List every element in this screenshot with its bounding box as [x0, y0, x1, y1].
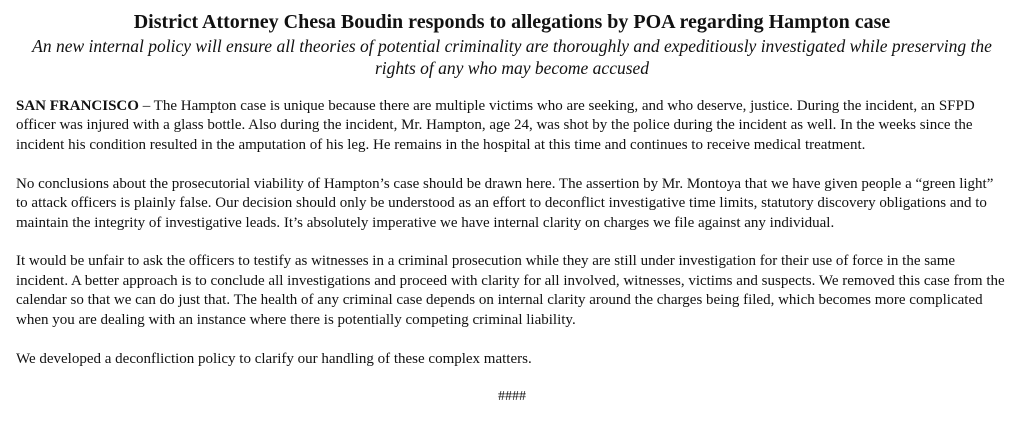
paragraph-3: It would be unfair to ask the officers to testify as witnesses in a criminal prosecution while they are still under investigation for their use of force in the same incident. A better approach is to conclude all investigations and proceed with clarity for all involved, witnesses, victims and suspects. We removed this case from the calendar so that we can do just that. The health of any criminal case depends on internal clarity around the charges being filed, which becomes more complicated when you are dealing with an instance where there is potentially competing criminal liability.	[16, 253, 1005, 328]
paragraph-2: No conclusions about the prosecutorial viability of Hampton’s case should be drawn here. The assertion by Mr. Montoya that we have given people a “green light” to attack officers is plainly false. Our decision should only be understood as an effort to deconflict investigative time limits, statutory discovery obligations and to maintain the integrity of investigative leads. It’s absolutely imperative we have internal clarity on charges we file against any individual.	[16, 175, 994, 231]
paragraph-1-text: – The Hampton case is unique because there are multiple victims who are seeking, and who deserve, justice. During the incident, an SFPD officer was injured with a glass bottle. Also during the incident, Mr. Hampton, age 24, was shot by the police during the incident as well. In the weeks since the incident his condition resulted in the amputation of his leg. He remains in the hospital at this time and continues to receive medical treatment.	[16, 98, 975, 153]
subheadline: An new internal policy will ensure all theories of potential criminality are thoroughly and expeditiously investigated while preserving the rights of any who may become accused	[32, 36, 992, 78]
body-text	[16, 97, 1008, 369]
headline: District Attorney Chesa Boudin responds to allegations by POA regarding Hampton case	[133, 11, 891, 33]
end-mark: ####	[498, 389, 526, 405]
paragraph-1	[16, 97, 1008, 155]
paragraph-4: We developed a deconfliction policy to clarify our handling of these complex matters.	[16, 350, 532, 367]
dateline: SAN FRANCISCO	[16, 98, 139, 114]
